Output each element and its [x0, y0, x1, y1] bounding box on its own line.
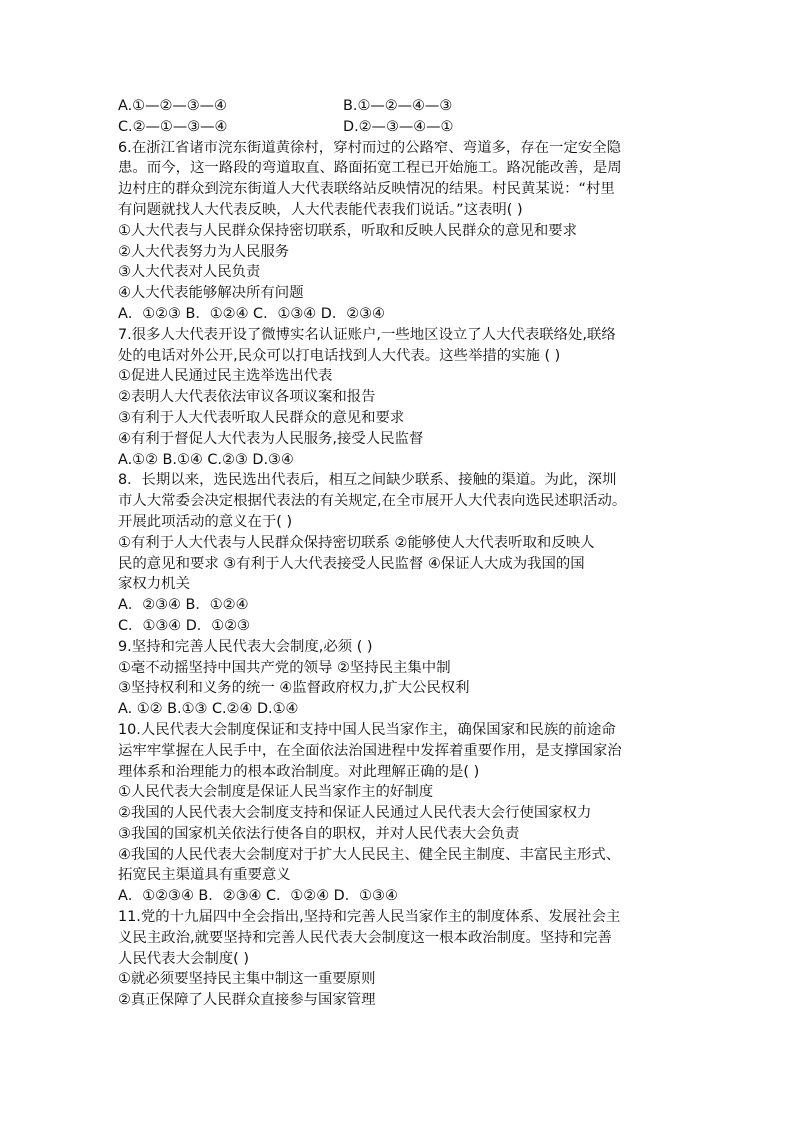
question-stem: 11.党的十九届四中全会指出,坚持和完善人民当家作主的制度体系、发展社会主 [118, 909, 621, 926]
statement-item: ①促进人民通过民主选举选出代表 [118, 368, 333, 385]
question-stem: 义民主政治,就要坚持和完善人民代表大会制度这一根本政治制度。坚持和完善 [118, 929, 612, 946]
answer-choices: A．②③④ B．①②④ [118, 597, 249, 614]
statement-item: ②真正保障了人民群众直接参与国家管理 [118, 992, 376, 1009]
statement-item: ①毫不动摇坚持中国共产党的领导 ②坚持民主集中制 [118, 659, 451, 676]
question-9 [118, 637, 694, 720]
statement-item: ②人大代表努力为人民服务 [118, 243, 290, 260]
question-stem: 理体系和治理能力的根本政治制度。对此理解正确的是( ) [118, 763, 480, 780]
question-10 [118, 720, 694, 907]
option-d: D.②—③—④—① [343, 118, 454, 135]
answer-choices: A．①②③ B．①②④ C．①③④ D．②③④ [118, 305, 385, 322]
question-sheet [118, 96, 694, 1011]
question-6 [118, 138, 694, 325]
option-a: A.①—②—③—④ [118, 98, 227, 114]
question-stem: 开展此项活动的意义在于( ) [118, 513, 293, 530]
question-stem: 有问题就找人大代表反映，人大代表能代表我们说话。”这表明( ) [118, 201, 523, 218]
statement-item: ①人民代表大会制度是保证人民当家作主的好制度 [118, 784, 434, 801]
statement-item: ③有利于人大代表听取人民群众的意见和要求 [118, 409, 405, 426]
question-stem: 运牢牢掌握在人民手中，在全面依法治国进程中发挥着重要作用，是支撑国家治 [118, 742, 622, 759]
option-c: C.②—①—③—④ [118, 118, 228, 135]
question-7 [118, 325, 694, 471]
question-stem: 处的电话对外公开,民众可以打电话找到人大代表。这些举措的实施 ( ) [118, 347, 561, 364]
answer-choices: A.①② B.①④ C.②③ D.③④ [118, 451, 294, 468]
options-row [118, 117, 694, 138]
statement-item: ①就必须要坚持民主集中制这一重要原则 [118, 971, 376, 988]
option-b: B.①—②—④—③ [343, 98, 453, 114]
question-8 [118, 470, 694, 636]
statement-item: ③我国的国家机关依法行使各自的职权，并对人民代表大会负责 [118, 825, 520, 842]
question-stem: 患。而今，这一路段的弯道取直、路面拓宽工程已开始施工。路况能改善，是周 [118, 160, 622, 177]
statement-item: ③人大代表对人民负责 [118, 264, 261, 281]
options-row [118, 96, 694, 117]
question-stem: 7.很多人大代表开设了微博实名认证账户,一些地区设立了人大代表联络处,联络 [118, 326, 616, 343]
statement-item: ④有利于督促人大代表为人民服务,接受人民监督 [118, 430, 424, 447]
statement-item: ④我国的人民代表大会制度对于扩大人民民主、健全民主制度、丰富民主形式、 [118, 846, 621, 863]
question-stem: 人民代表大会制度( ) [118, 950, 249, 967]
statement-item: 民的意见和要求 ③有利于人大代表接受人民监督 ④保证人大成为我国的国 [118, 555, 585, 572]
statement-item: ①人大代表与人民群众保持密切联系，听取和反映人民群众的意见和要求 [118, 222, 578, 239]
question-stem: 9.坚持和完善人民代表大会制度,必须 ( ) [118, 638, 373, 655]
statement-item: ②我国的人民代表大会制度支持和保证人民通过人民代表大会行使国家权力 [118, 805, 592, 822]
statement-item: ②表明人大代表依法审议各项议案和报告 [118, 389, 376, 406]
answer-choices: C．①③④ D．①②③ [118, 617, 250, 634]
statement-item: 家权力机关 [118, 576, 190, 593]
question-stem: 边村庄的群众到浣东街道人大代表联络站反映情况的结果。村民黄某说：“村里 [118, 181, 615, 198]
statement-item: ④人大代表能够解决所有问题 [118, 285, 304, 302]
question-stem: 8．长期以来，选民选出代表后，相互之间缺少联系、接触的渠道。为此，深圳 [118, 472, 617, 489]
question-11 [118, 907, 694, 1011]
statement-item: ③坚持权利和义务的统一 ④监督政府权力,扩大公民权利 [118, 680, 470, 697]
question-stem: 10.人民代表大会制度保证和支持中国人民当家作主，确保国家和民族的前途命 [118, 721, 616, 738]
question-stem: 6.在浙江省诸市浣东街道黄徐村，穿村而过的公路窄、弯道多，存在一定安全隐 [118, 139, 622, 156]
answer-choices: A. ①② B.①③ C.②④ D.①④ [118, 701, 299, 718]
answer-choices: A．①②③④ B．②③④ C．①②④ D．①③④ [118, 888, 398, 905]
statement-item: ①有利于人大代表与人民群众保持密切联系 ②能够使人大代表听取和反映人 [118, 534, 595, 551]
question-stem: 市人大常委会决定根据代表法的有关规定,在全市展开人大代表向选民述职活动。 [118, 493, 627, 510]
statement-item: 拓宽民主渠道具有重要意义 [118, 867, 291, 884]
